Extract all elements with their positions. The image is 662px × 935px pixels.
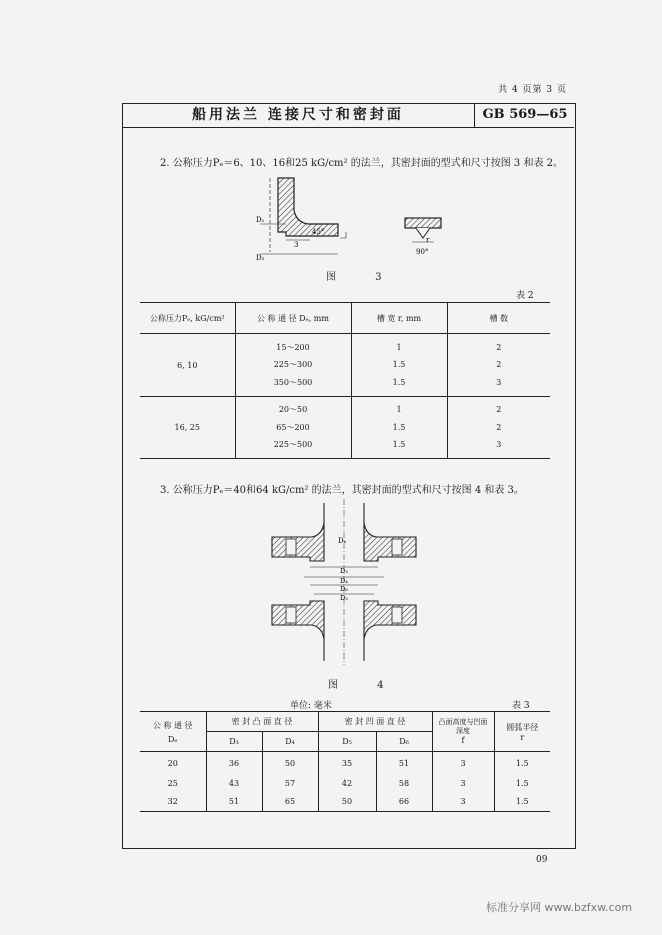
table-2-label: 表 2 bbox=[516, 291, 534, 301]
page-header: 共 4 页第 3 页 bbox=[498, 85, 567, 95]
watermark: 标准分享网 www.bzfxw.com bbox=[486, 901, 633, 914]
label-d6: D₆ bbox=[340, 585, 348, 593]
t2-header-pressure: 公称压力Pₑ, kG/cm² bbox=[140, 303, 235, 334]
label-d4: D₄ bbox=[340, 577, 348, 585]
label-d2: D₂ bbox=[256, 254, 265, 262]
t2-dn-cell: 20～50 65～200 225～500 bbox=[235, 397, 351, 459]
table-2 bbox=[140, 302, 550, 459]
table-3-unit: 单位: 毫米 bbox=[290, 701, 332, 711]
table-row: 20 36 50 35 51 3 1.5 bbox=[140, 752, 550, 776]
t2-dn-cell: 15～200 225～300 350～500 bbox=[235, 334, 351, 397]
figure-4-caption: 图 4 bbox=[328, 680, 402, 691]
title-bar bbox=[122, 103, 574, 128]
standard-code: GB 569—65 bbox=[474, 103, 575, 127]
table-3-label: 表 3 bbox=[512, 701, 530, 711]
table-row: 32 51 65 50 66 3 1.5 bbox=[140, 792, 550, 812]
t2-group bbox=[140, 397, 550, 459]
table-3 bbox=[140, 711, 550, 812]
t3-header-depth: 凸面高度与凹面深度 f bbox=[432, 712, 494, 752]
document-title: 船用法兰 连接尺寸和密封面 bbox=[192, 107, 404, 123]
label-angle-90: 90° bbox=[416, 248, 429, 256]
t3-sub-d4: D₄ bbox=[262, 732, 318, 752]
figure-3-caption: 图 3 bbox=[326, 272, 400, 283]
table-row: 25 43 57 42 58 3 1.5 bbox=[140, 776, 550, 792]
t2-count-cell: 2 2 3 bbox=[447, 397, 550, 459]
t3-header-convex: 密 封 凸 面 直 径 bbox=[206, 712, 318, 732]
t3-sub-d6: D₆ bbox=[376, 732, 432, 752]
t3-sub-d5: D₅ bbox=[318, 732, 376, 752]
t2-count-cell: 2 2 3 bbox=[447, 334, 550, 397]
page-number: 09 bbox=[536, 855, 548, 865]
t3-header-radius: 圆弧半径 r bbox=[494, 712, 550, 752]
label-r: r bbox=[426, 236, 430, 244]
section-3-text: 3. 公称压力Pₑ＝40和64 kG/cm² 的法兰，其密封面的型式和尺寸按图 4 和表 3。 bbox=[160, 485, 524, 496]
t2-group bbox=[140, 334, 550, 397]
t2-header-count: 槽 数 bbox=[447, 303, 550, 334]
label-d1: D₁ bbox=[256, 216, 265, 224]
label-d5: D₅ bbox=[340, 594, 348, 602]
t2-header-dn: 公 称 通 径 Dₑ, mm bbox=[235, 303, 351, 334]
figure-4-drawing bbox=[264, 497, 424, 667]
t2-pressure-cell: 16, 25 bbox=[140, 397, 235, 459]
t2-width-cell: 1 1.5 1.5 bbox=[351, 397, 447, 459]
label-3: 3 bbox=[294, 241, 299, 249]
t3-header-dn: 公 称 通 径 Dₑ bbox=[140, 712, 206, 752]
t2-width-cell: 1 1.5 1.5 bbox=[351, 334, 447, 397]
t3-header-concave: 密 封 凹 面 直 径 bbox=[318, 712, 432, 732]
t3-sub-d3: D₃ bbox=[206, 732, 262, 752]
t2-pressure-cell: 6, 10 bbox=[140, 334, 235, 397]
section-2-text: 2. 公称压力Pₑ＝6、10、16和25 kG/cm² 的法兰，其密封面的型式和尺寸按图 3 和表 2。 bbox=[160, 158, 563, 169]
t2-header-width: 槽 宽 r, mm bbox=[351, 303, 447, 334]
figure-3-drawing bbox=[250, 172, 450, 264]
label-d3: D₃ bbox=[340, 567, 348, 575]
label-angle: 45° bbox=[312, 228, 325, 236]
label-dg: Dₑ bbox=[338, 537, 347, 545]
